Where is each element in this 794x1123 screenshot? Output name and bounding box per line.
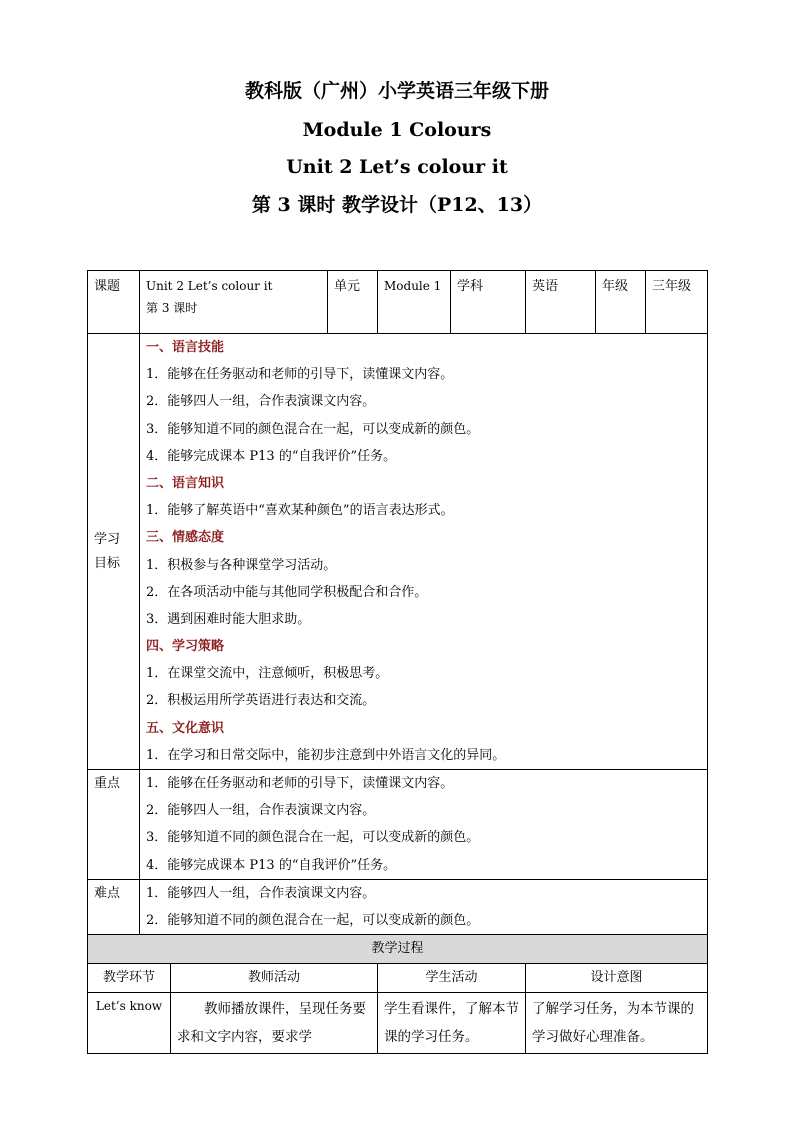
objectives-content [140,334,708,770]
doc-title-line-3: Unit 2 Let’s colour it [286,156,508,178]
process-title-row [88,935,708,964]
objective-item: 2．积极运用所学英语进行表达和交流。 [146,693,376,709]
objective-item: 2．能够四人一组，合作表演课文内容。 [146,394,376,410]
objective-item: 1．积极参与各种课堂学习活动。 [146,557,337,573]
design-purpose-cell: 了解学习任务，为本节课的学习做好心理准备。 [526,993,708,1054]
key-points-content [140,770,708,880]
objective-item: 1．能够在任务驱动和老师的引导下，读懂课文内容。 [146,367,454,383]
section-heading: 五、文化意识 [146,720,225,736]
lesson-period: 第 3 课时 [146,301,198,315]
objective-item: 2．在各项活动中能与其他同学积极配合和合作。 [146,584,428,600]
difficult-points-list [140,880,707,934]
col-header-student: 学生活动 [378,964,526,993]
list-item: 4．能够完成课本 P13 的“自我评价”任务。 [146,857,397,873]
objectives-row [88,334,708,770]
objective-item: 1．能够了解英语中“喜欢某种颜色”的语言表达形式。 [146,503,454,519]
section-heading: 三、情感态度 [146,530,225,546]
list-item: 1．能够在任务驱动和老师的引导下，读懂课文内容。 [146,776,454,791]
col-header-purpose: 设计意图 [526,964,708,993]
lesson-title-cell [140,271,328,334]
info-row [88,271,708,334]
process-row [88,993,708,1054]
key-points-row [88,770,708,880]
objective-item: 1．在课堂交流中，注意倾听，积极思考。 [146,666,389,682]
doc-title-line-4: 第 3 课时 教学设计（P12、13） [251,194,543,216]
unit-label: 单元 [328,271,378,334]
lesson-title: Unit 2 Let’s colour it [146,279,273,293]
list-item: 1．能够四人一组，合作表演课文内容。 [146,885,376,901]
grade-value: 三年级 [646,271,708,334]
unit-value: Module 1 [378,271,451,334]
objective-item: 3．能够知道不同的颜色混合在一起，可以变成新的颜色。 [146,421,480,437]
lesson-label: 课题 [88,271,140,334]
objectives-list [140,334,707,769]
list-item: 2．能够四人一组，合作表演课文内容。 [146,803,376,819]
section-heading: 二、语言知识 [146,475,225,491]
doc-title-line-1: 教科版（广州）小学英语三年级下册 [244,80,549,102]
student-activity-cell: 学生看课件，了解本节课的学习任务。 [378,993,526,1054]
teacher-activity-cell: 教师播放课件，呈现任务要求和文字内容，要求学 [171,993,378,1054]
key-points-list [140,770,707,879]
difficult-points-label: 难点 [88,879,140,934]
col-header-teacher: 教师活动 [171,964,378,993]
objective-item: 4．能够完成课本 P13 的“自我评价”任务。 [146,448,397,464]
section-heading: 一、语言技能 [146,340,225,355]
grade-label: 年级 [596,271,646,334]
objective-item: 1．在学习和日常交际中，能初步注意到中外语言文化的异同。 [146,747,506,763]
lesson-plan-table [87,270,708,1054]
section-heading: 四、学习策略 [146,639,225,655]
subject-value: 英语 [526,271,596,334]
difficult-points-row [88,879,708,934]
list-item: 3．能够知道不同的颜色混合在一起，可以变成新的颜色。 [146,830,480,846]
doc-title-line-2: Module 1 Colours [302,119,492,141]
stage-cell: Let’s know [88,993,171,1054]
key-points-label: 重点 [88,770,140,880]
list-item: 2．能够知道不同的颜色混合在一起，可以变成新的颜色。 [146,912,480,928]
subject-label: 学科 [451,271,526,334]
objective-item: 3．遇到困难时能大胆求助。 [146,611,311,627]
col-header-stage: 教学环节 [88,964,171,993]
objectives-label: 学习 目标 [88,334,140,770]
process-header-row [88,964,708,993]
process-title: 教学过程 [88,935,708,964]
difficult-points-content [140,879,708,934]
